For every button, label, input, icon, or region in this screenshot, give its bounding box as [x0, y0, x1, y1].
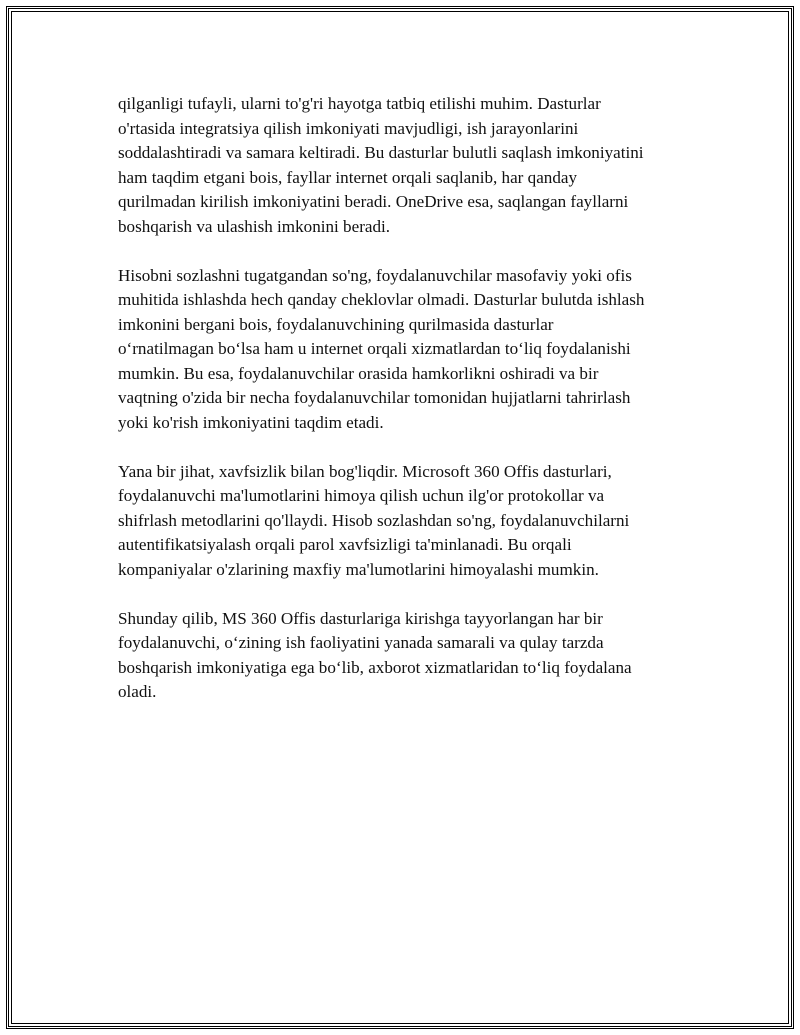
- paragraph: [118, 92, 694, 239]
- text-line: foydalanuvchi ma'lumotlarini himoya qilish uchun ilg'or protokollar va: [118, 486, 605, 505]
- text-line: autentifikatsiyalash orqali parol xavfsizligi ta'minlanadi. Bu orqali: [118, 535, 572, 554]
- text-line: muhitida ishlashda hech qanday cheklovlar olmadi. Dasturlar bulutda ishlash: [118, 290, 645, 309]
- paragraph: [118, 607, 694, 705]
- text-line: imkonini bergani bois, foydalanuvchining qurilmasida dasturlar: [118, 314, 554, 334]
- text-line: mumkin. Bu esa, foydalanuvchilar orasida hamkorlikni oshiradi va bir: [118, 363, 599, 383]
- text-line: Yana bir jihat, xavfsizlik bilan bog'liqdir. Microsoft 360 Offis dasturlari,: [118, 461, 612, 481]
- text-line: vaqtning o'zida bir necha foydalanuvchilar tomonidan hujjatlarni tahrirlash: [118, 388, 631, 407]
- text-line: qilganligi tufayli, ularni to'g'ri hayotga tatbiq etilishi muhim. Dasturlar: [118, 94, 601, 113]
- text-line: foydalanuvchi, o‘zining ish faoliyatini yanada samarali va qulay tarzda: [118, 633, 604, 652]
- text-line: qurilmadan kirilish imkoniyatini beradi. OneDrive esa, saqlangan fayllarni: [118, 192, 629, 211]
- text-line: boshqarish imkoniyatiga ega bo‘lib, axborot xizmatlaridan to‘liq foydalana: [118, 657, 632, 677]
- paragraph: [118, 460, 694, 583]
- text-line: shifrlash metodlarini qo'llaydi. Hisob sozlashdan so'ng, foydalanuvchilarni: [118, 510, 630, 530]
- paragraph: [118, 264, 694, 436]
- text-line: soddalashtiradi va samara keltiradi. Bu dasturlar bulutli saqlash imkoniyatini: [118, 143, 644, 162]
- text-line: yoki ko'rish imkoniyatini taqdim etadi.: [118, 412, 384, 432]
- text-line: o'rtasida integratsiya qilish imkoniyati mavjudligi, ish jarayonlarini: [118, 118, 579, 138]
- text-line: o‘rnatilmagan bo‘lsa ham u internet orqali xizmatlardan to‘liq foydalanishi: [118, 339, 631, 358]
- text-line: ham taqdim etgani bois, fayllar internet orqali saqlanib, har qanday: [118, 167, 578, 187]
- text-line: kompaniyalar o'zlarining maxfiy ma'lumotlarini himoyalashi mumkin.: [118, 559, 599, 579]
- document-body: [118, 92, 694, 729]
- text-line: Hisobni sozlashni tugatgandan so'ng, foydalanuvchilar masofaviy yoki ofis: [118, 265, 632, 285]
- text-line: oladi.: [118, 682, 157, 701]
- text-line: boshqarish va ulashish imkonini beradi.: [118, 216, 391, 236]
- text-line: Shunday qilib, MS 360 Offis dasturlariga kirishga tayyorlangan har bir: [118, 608, 603, 628]
